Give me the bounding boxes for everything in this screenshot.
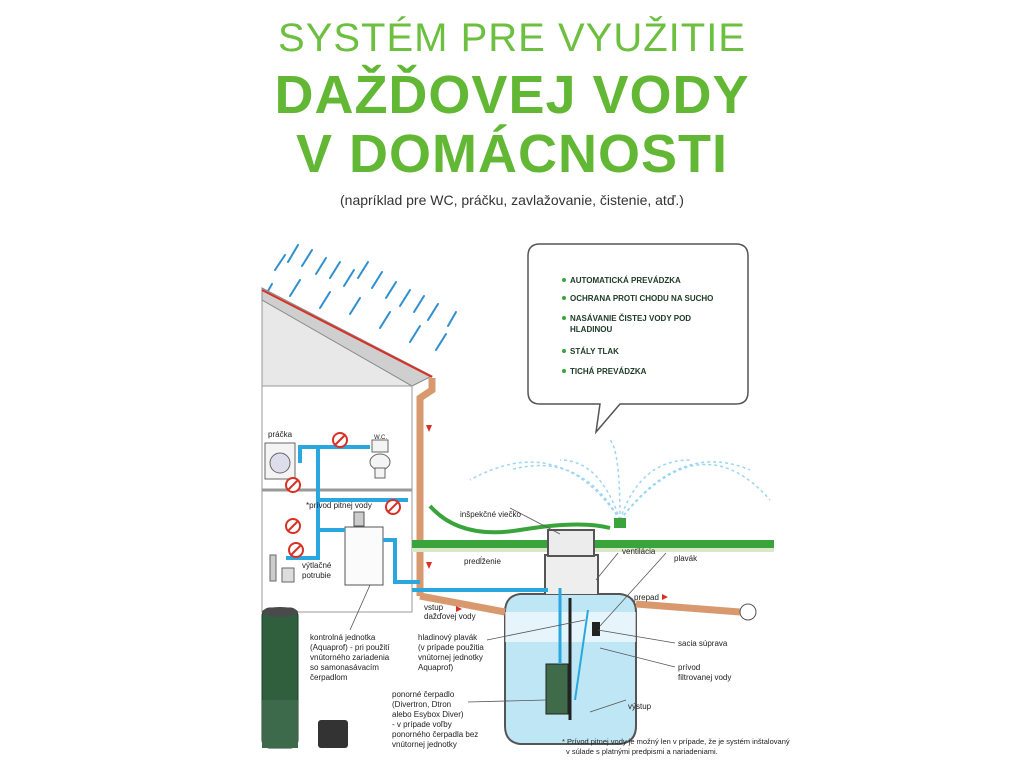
label-ponorne-1: ponorné čerpadlo	[392, 690, 455, 699]
label-kontrol-4: so samonasávacím	[310, 663, 379, 672]
overflow-pipe	[636, 604, 740, 612]
label-ponorne-2: (Divertron, Dtron	[392, 700, 452, 709]
label-hladinovy-3: vnútornej jednotky	[418, 653, 483, 662]
footnote-2: v súlade s platnými predpismi a nariadeniami.	[566, 747, 718, 756]
subtitle: (napríklad pre WC, práčku, zavlažovanie, čistenie, atď.)	[340, 192, 684, 208]
label-privod: *prívod pitnej vody	[306, 501, 372, 510]
label-privod-filtrovanej-1: prívod	[678, 663, 701, 672]
label-hladinovy-2: (v prípade použitia	[418, 643, 484, 652]
label-hladinovy-4: Aquaprof)	[418, 663, 454, 672]
title-line-2: DAŽĎOVEJ VODY	[274, 65, 750, 125]
feature-4: STÁLY TLAK	[570, 347, 619, 356]
rainwater-tank	[505, 530, 636, 744]
feature-1: AUTOMATICKÁ PREVÁDZKA	[570, 276, 681, 285]
label-inspekcne: inšpekčné viečko	[460, 510, 521, 519]
label-hladinovy-1: hladinový plavák	[418, 633, 478, 642]
feature-3-cont: HLADINOU	[570, 325, 613, 334]
label-prepad: prepad	[634, 593, 659, 602]
control-unit-product	[318, 720, 348, 748]
control-unit-box	[345, 527, 383, 585]
label-pracka: práčka	[268, 430, 293, 439]
label-plavak: plavák	[674, 554, 698, 563]
toilet-icon	[372, 440, 388, 452]
label-privod-filtrovanej-2: filtrovanej vody	[678, 673, 732, 682]
label-kontrol-3: vnútorného zariadenia	[310, 653, 390, 662]
footnote-1: * Prívod pitnej vody je možný len v prípade, že je systém inštalovaný	[562, 737, 790, 746]
feature-bubble	[528, 244, 748, 432]
label-ventilacia: ventilácia	[622, 547, 656, 556]
title-line-3: V DOMÁCNOSTI	[295, 124, 728, 184]
feature-2: OCHRANA PROTI CHODU NA SUCHO	[570, 294, 714, 303]
label-vytlacne-2: potrubie	[302, 571, 331, 580]
submersible-pump-product	[262, 607, 298, 748]
house	[262, 288, 432, 612]
feature-3: NASÁVANIE ČISTEJ VODY POD	[570, 314, 692, 323]
label-ponorne-3: alebo Esybox Diver)	[392, 710, 464, 719]
label-kontrol-1: kontrolná jednotka	[310, 633, 376, 642]
label-vstup-1: vstup	[424, 603, 444, 612]
feature-5: TICHÁ PREVÁDZKA	[570, 367, 647, 376]
title-line-1: SYSTÉM PRE VYUŽITIE	[278, 16, 746, 60]
label-vstup-2: dažďovej vody	[424, 612, 476, 621]
label-ponorne-5: ponorného čerpadla bez	[392, 730, 479, 739]
label-wc: W.C.	[374, 435, 387, 441]
label-sacia: sacia súprava	[678, 639, 728, 648]
label-predlzenie: predĺženie	[464, 557, 501, 566]
overflow-valve-icon	[740, 604, 756, 620]
sprinkler-spray	[470, 440, 770, 520]
label-vytlacne-1: výtlačné	[302, 561, 332, 570]
label-kontrol-2: (Aquaprof) - pri použití	[310, 643, 390, 652]
label-kontrol-5: čerpadlom	[310, 673, 348, 682]
label-vystup: výstup	[628, 702, 652, 711]
label-ponorne-4: - v prípade voľby	[392, 720, 452, 729]
sprinkler-icon	[614, 518, 626, 528]
label-ponorne-6: vnútornej jednotky	[392, 740, 457, 749]
